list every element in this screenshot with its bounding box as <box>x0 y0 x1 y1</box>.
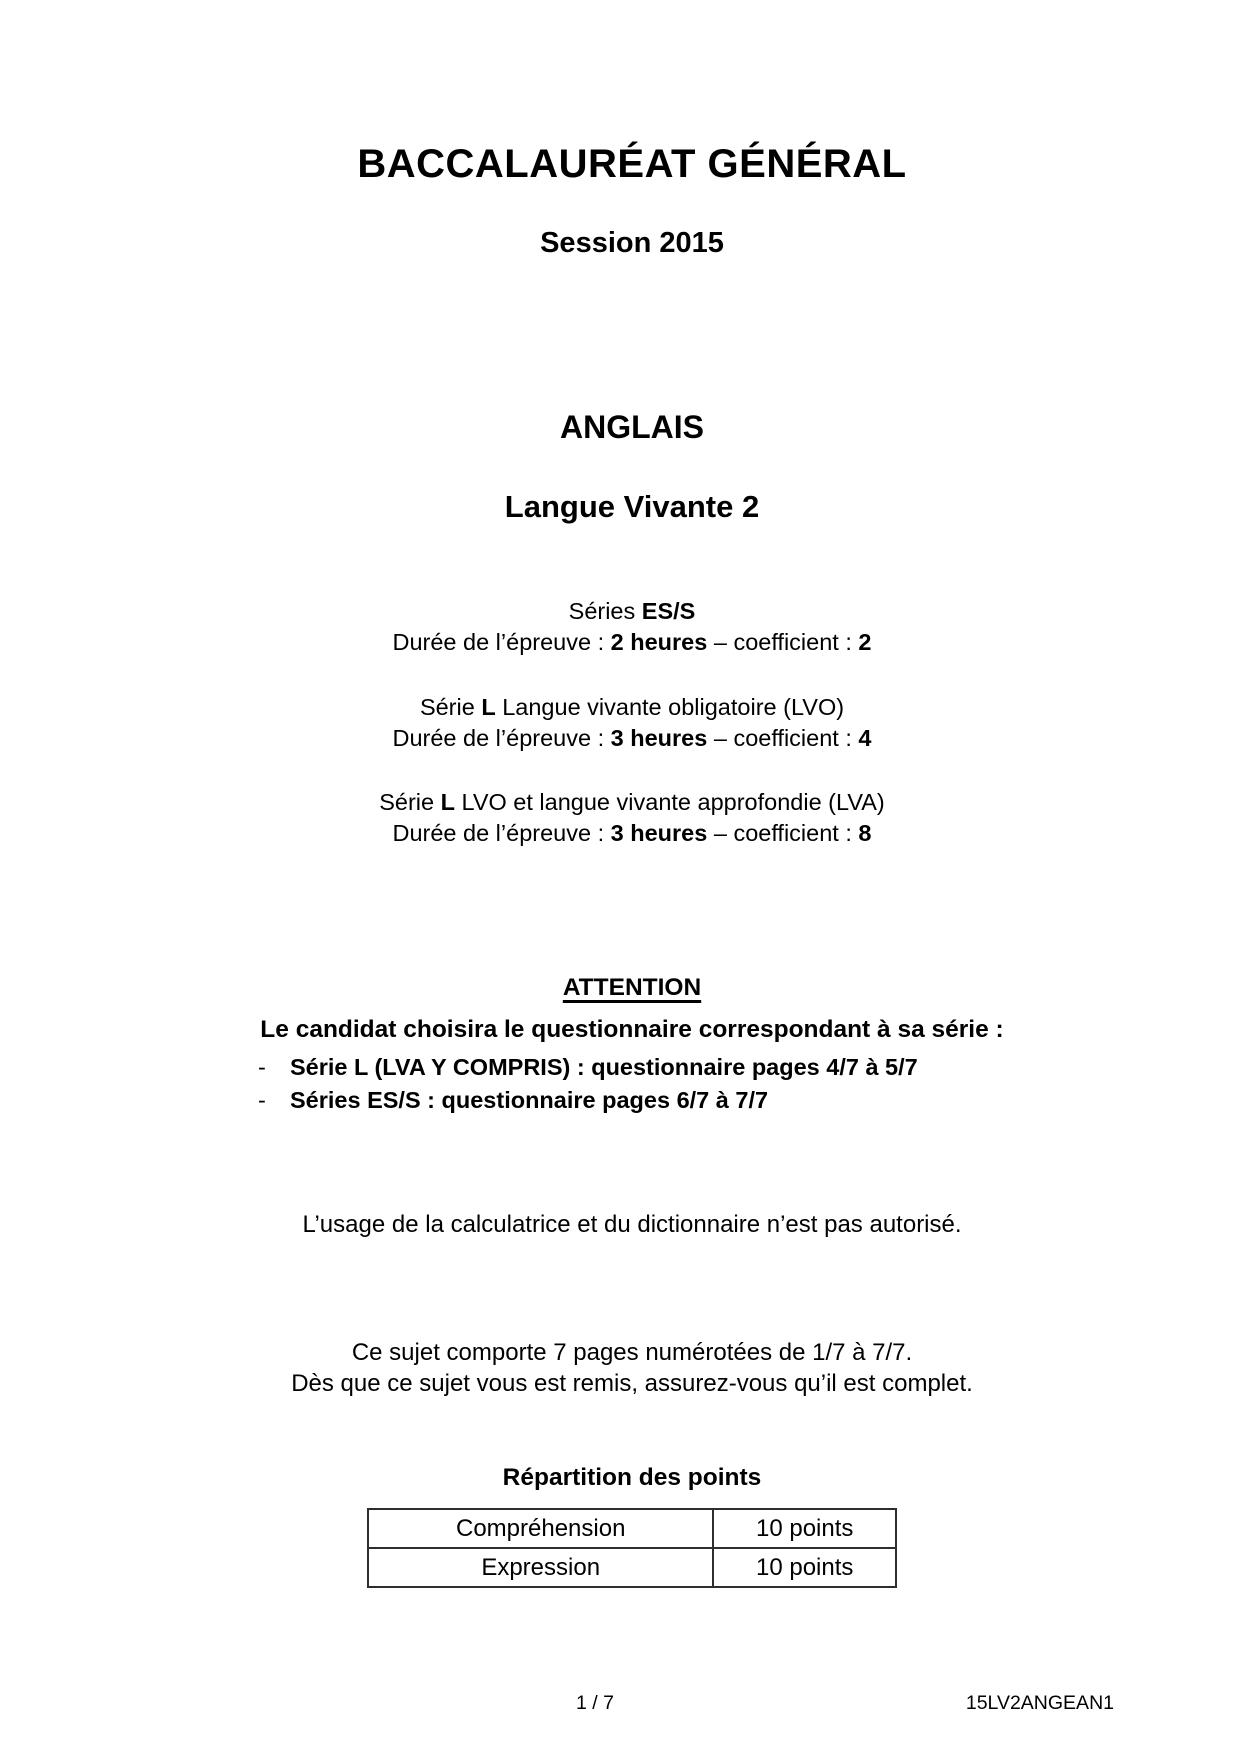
series-block-l-lva <box>12 787 1240 849</box>
series-block-es-s <box>12 596 1240 658</box>
duration-hours: 2 heures <box>610 629 708 655</box>
attention-list <box>258 1051 918 1117</box>
page-number: 1 / 7 <box>576 1692 614 1714</box>
duration-text: Durée de l’épreuve : <box>392 629 611 655</box>
table-cell-label: Compréhension <box>368 1509 713 1548</box>
series-title-rest: LVO et langue vivante approfondie (LVA) <box>454 789 885 815</box>
pages-notice <box>12 1338 1240 1399</box>
duration-hours: 3 heures <box>610 725 708 751</box>
series-title <box>12 692 1240 723</box>
list-item-text: Série L (LVA Y COMPRIS) : questionnaire pages 4/7 à 5/7 <box>290 1054 918 1080</box>
list-item <box>258 1051 918 1084</box>
duration-hours: 3 heures <box>610 820 708 846</box>
series-title <box>12 596 1240 627</box>
series-title <box>12 787 1240 818</box>
bullet-dash: - <box>258 1054 266 1080</box>
points-table <box>367 1508 897 1588</box>
duration-coefficient: 4 <box>858 725 872 751</box>
duration-coefficient: 2 <box>858 629 872 655</box>
subject-title: ANGLAIS <box>560 409 704 445</box>
table-row <box>368 1548 896 1587</box>
pages-notice-line1: Ce sujet comporte 7 pages numérotées de 1/7 à 7/7. <box>351 1339 913 1366</box>
exam-title: Langue Vivante 2 <box>504 489 760 524</box>
list-item-text: Séries ES/S : questionnaire pages 6/7 à 7/7 <box>290 1087 769 1113</box>
duration-mid: – coefficient : <box>707 725 859 751</box>
attention-heading-text: ATTENTION <box>562 974 702 1001</box>
duration-mid: – coefficient : <box>707 629 859 655</box>
series-title-text: Série <box>419 694 482 720</box>
session-subtitle: Session 2015 <box>540 227 724 259</box>
series-duration <box>12 818 1240 849</box>
series-title-bold: ES/S <box>641 598 696 624</box>
document-title: BACCALAURÉAT GÉNÉRAL <box>357 142 907 186</box>
series-title-text: Séries <box>568 598 642 624</box>
points-heading: Répartition des points <box>502 1464 762 1491</box>
table-cell-value: 10 points <box>713 1548 896 1587</box>
series-title-bold: L <box>481 694 496 720</box>
series-title-rest: Langue vivante obligatoire (LVO) <box>495 694 845 720</box>
document-reference: 15LV2ANGEAN1 <box>965 1692 1114 1714</box>
series-title-bold: L <box>440 789 455 815</box>
calculator-notice: L’usage de la calculatrice et du dictionnaire n’est pas autorisé. <box>302 1211 962 1238</box>
attention-intro: Le candidat choisira le questionnaire correspondant à sa série : <box>260 1016 1004 1043</box>
duration-text: Durée de l’épreuve : <box>392 820 611 846</box>
series-block-l-lvo <box>12 692 1240 754</box>
list-item <box>258 1084 918 1117</box>
table-row <box>368 1509 896 1548</box>
series-duration <box>12 723 1240 754</box>
series-duration <box>12 627 1240 658</box>
bullet-dash: - <box>258 1087 266 1113</box>
duration-coefficient: 8 <box>858 820 872 846</box>
pages-notice-line2: Dès que ce sujet vous est remis, assurez-vous qu’il est complet. <box>291 1369 973 1397</box>
table-cell-value: 10 points <box>713 1509 896 1548</box>
table-cell-label: Expression <box>368 1548 713 1587</box>
attention-heading <box>12 974 1240 1002</box>
series-title-text: Série <box>379 789 441 815</box>
duration-text: Durée de l’épreuve : <box>392 725 611 751</box>
duration-mid: – coefficient : <box>707 820 859 846</box>
